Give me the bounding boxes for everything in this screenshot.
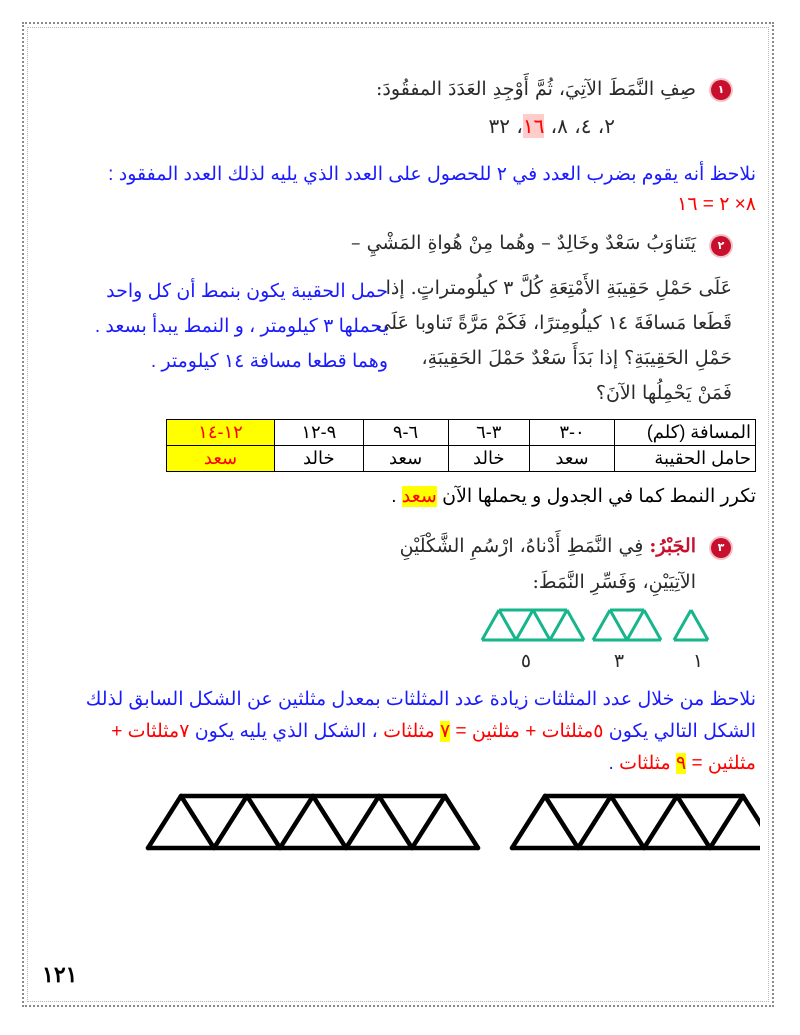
question-2-badge: ٢: [711, 236, 731, 256]
triangle-edge: [247, 796, 280, 848]
answer-text-red: مثلثات: [619, 753, 676, 774]
prompt-text: فِي النَّمَطِ أَدْناهُ، ارْسُمِ الشَّكْلَيْنِ: [399, 535, 650, 557]
question-3-prompt-line2: الآتِيَيْنِ، وَفَسِّرِ النَّمَطَ:: [532, 571, 696, 593]
answer-text: الشكل التالي يكون: [603, 721, 756, 742]
figure-7-triangles: [512, 796, 760, 848]
table-cell: ٣-٦: [448, 420, 530, 446]
triangle-edge: [445, 796, 478, 848]
hand-drawn-triangle-figures: [140, 788, 760, 858]
conclusion-text: تكرر النمط كما في الجدول و يحملها الآن: [436, 486, 756, 507]
table-row-carrier: [167, 446, 756, 472]
question-1-badge: ١: [711, 80, 731, 100]
triangle-edge: [482, 610, 499, 640]
triangle-edge: [677, 796, 710, 848]
table-cell: سعد: [530, 446, 615, 472]
question-1-answer-line2: ٨× ٢ = ١٦: [677, 194, 756, 215]
conclusion-highlight: سعد: [401, 486, 437, 507]
question-3-answer-line1: نلاحظ من خلال عدد المثلثات زيادة عدد المثلثات بمعدل مثلثين عن الشكل السابق لذلك: [85, 689, 756, 710]
triangle-pattern-figure: [478, 604, 718, 648]
triangle-edge: [593, 610, 610, 640]
book-line-4: حَمْلِ الحَقِيبَةِ؟ إذا بَدَأَ سَعْدٌ حَمْلَ الحَقِيبَةِ،: [421, 347, 732, 369]
page-number: ١٢١: [42, 962, 78, 988]
distance-table: [166, 419, 756, 472]
table-cell: ٩-١٢: [275, 420, 364, 446]
figure-label-1: ١: [692, 650, 704, 672]
question-2-conclusion: [391, 485, 756, 508]
triangle-edge: [313, 796, 346, 848]
table-cell: ٦-٩: [363, 420, 448, 446]
book-line-2: عَلَى حَمْلِ حَقِيبَةِ الأَمْتِعَةِ كُلَّ ٣ كيلُومتراتٍ. إذا: [385, 277, 732, 299]
answer-highlight-7: ٧: [439, 721, 451, 742]
answer-text-red: ٧مثلثات +: [111, 721, 190, 742]
triangle-edge: [691, 610, 708, 640]
triangle-edge: [644, 610, 661, 640]
triangle-edge: [550, 610, 567, 640]
triangle-edge: [512, 796, 545, 848]
answer-text-red: مثلثات: [383, 721, 440, 742]
triangle-edge: [533, 610, 550, 640]
triangle-edge: [610, 610, 627, 640]
book-line-3: قَطَعا مَسافَةَ ١٤ كيلُومِترًا، فَكَمْ مَرَّةً تَناوبا عَلَى: [375, 312, 732, 334]
triangle-edge: [743, 796, 760, 848]
triangle-edge: [412, 796, 445, 848]
sequence-start: ٢، ٤، ٨،: [544, 114, 615, 138]
book-line-1: يَتَناوَبُ سَعْدٌ وخَالِدٌ – وهُما مِنْ هُواةِ المَشْيِ –: [351, 232, 696, 254]
side-note-line-3: وهما قطعا مسافة ١٤ كيلومتر .: [150, 351, 388, 372]
question-3-answer-line3: [609, 752, 756, 775]
triangle-edge: [499, 610, 516, 640]
table-header-distance: المسافة (كلم): [615, 420, 756, 446]
sequence-end: ، ٣٢: [488, 114, 523, 138]
table-cell: ٠-٣: [530, 420, 615, 446]
triangle-edge: [567, 610, 584, 640]
table-cell: خالد: [275, 446, 364, 472]
answer-highlight-9: ٩: [675, 753, 687, 774]
figure-label-3: ٣: [613, 650, 625, 672]
figure-3-triangles: [593, 610, 661, 640]
table-cell: سعد: [363, 446, 448, 472]
algebra-label: الجَبْرُ:: [649, 535, 696, 557]
answer-text: .: [608, 753, 620, 774]
triangle-edge: [674, 610, 691, 640]
table-cell: خالد: [448, 446, 530, 472]
figure-5-triangles: [482, 610, 584, 640]
triangle-edge: [516, 610, 533, 640]
triangle-edge: [379, 796, 412, 848]
triangle-edge: [280, 796, 313, 848]
figure-label-5: ٥: [520, 650, 532, 672]
triangle-edge: [545, 796, 578, 848]
conclusion-end: .: [391, 486, 402, 507]
question-3-badge: ٣: [711, 538, 731, 558]
table-header-carrier: حامل الحقيبة: [615, 446, 756, 472]
side-note-line-1: حمل الحقيبة يكون بنمط أن كل واحد: [106, 281, 388, 302]
side-note-line-2: يحملها ٣ كيلومتر ، و النمط يبدأ بسعد .: [94, 316, 388, 337]
triangle-edge: [710, 796, 743, 848]
triangle-edge: [214, 796, 247, 848]
question-3-answer-line2: [111, 720, 756, 743]
figure-1-triangles: [674, 610, 708, 640]
question-1-prompt: صِفِ النَّمَطَ الآتِيَ، ثُمَّ أَوْجِدِ العَدَدَ المفقُودَ:: [376, 78, 696, 100]
triangle-edge: [611, 796, 644, 848]
question-1-answer-line1: نلاحظ أنه يقوم بضرب العدد في ٢ للحصول على العدد الذي يليه لذلك العدد المفقود :: [108, 164, 756, 185]
sequence-missing: ١٦: [522, 114, 545, 138]
figure-9-triangles: [148, 796, 478, 848]
table-row-distance: [167, 420, 756, 446]
question-3-prompt-line1: [400, 535, 696, 557]
triangle-edge: [644, 796, 677, 848]
triangle-edge: [627, 610, 644, 640]
answer-text: ، الشكل الذي يليه يكون: [189, 721, 384, 742]
triangle-edge: [346, 796, 379, 848]
table-cell-highlighted: ١٢-١٤: [167, 420, 275, 446]
table-cell-highlighted: سعد: [167, 446, 275, 472]
question-1-sequence: [489, 114, 615, 138]
triangle-edge: [181, 796, 214, 848]
answer-text-red: ٥مثلثات + مثلثين =: [450, 721, 604, 742]
triangle-edge: [148, 796, 181, 848]
answer-text-red: مثلثين =: [686, 753, 756, 774]
triangle-edge: [578, 796, 611, 848]
book-line-5: فَمَنْ يَحْمِلُها الآنَ؟: [595, 382, 732, 404]
